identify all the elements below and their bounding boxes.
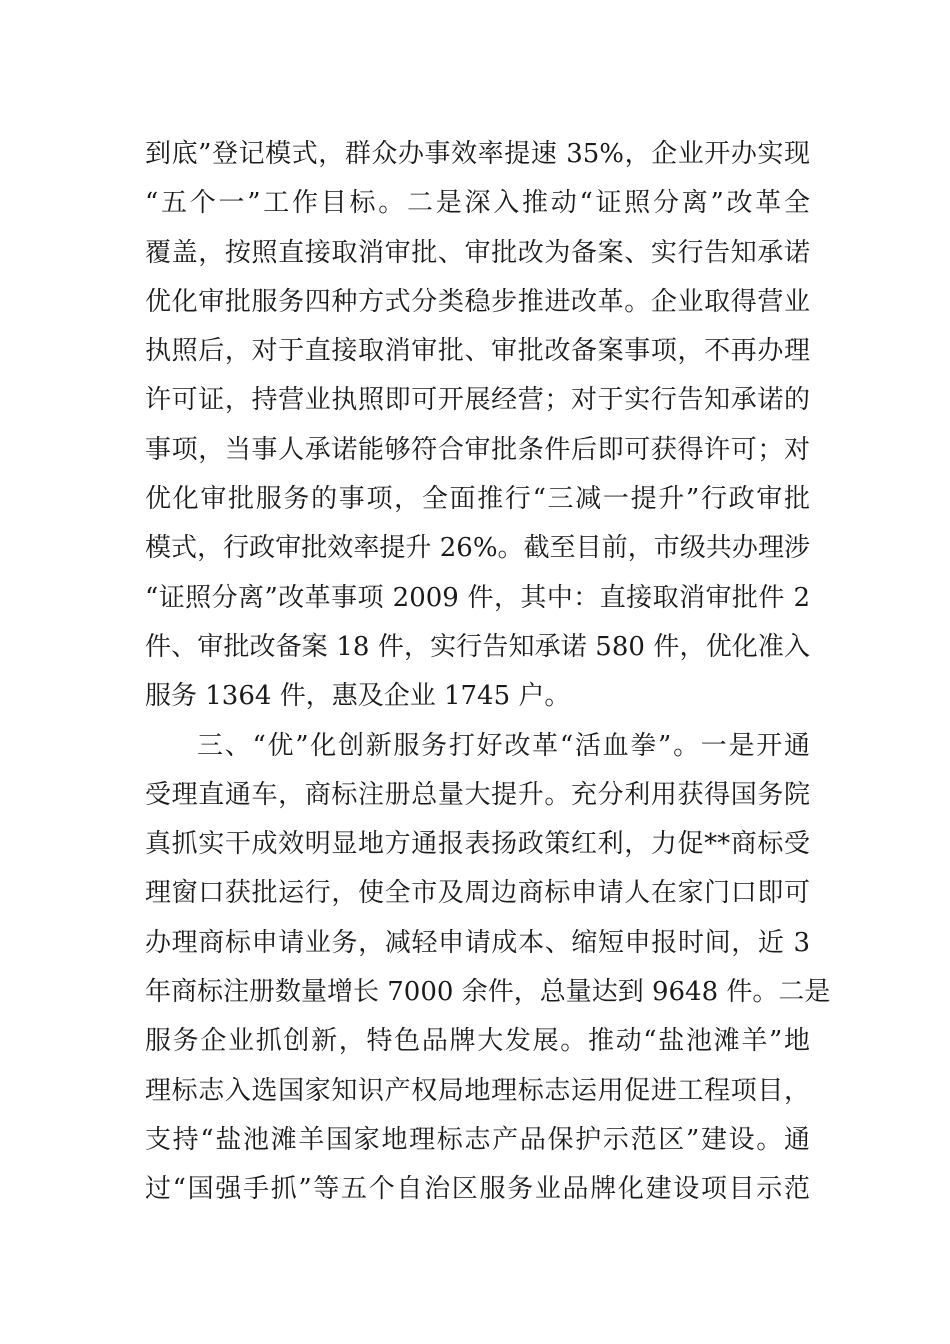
paragraph-section-three	[145, 722, 831, 1215]
text-line: 件、审批改备案 18 件，实行告知承诺 580 件，优化准入	[145, 631, 810, 662]
text-line: 事项，当事人承诺能够符合审批条件后即可获得许可；对	[145, 434, 810, 465]
text-line: 模式，行政审批效率提升 26%。截至目前，市级共办理涉	[145, 533, 810, 564]
text-line: 到底”登记模式，群众办事效率提速 35%，企业开办实现	[145, 139, 810, 169]
paragraph-reform-results	[145, 130, 810, 722]
text-line: 优化审批服务的事项，全面推行“三减一提升”行政审批	[145, 484, 810, 515]
text-line: 支持“盐池滩羊国家地理标志产品保护示范区”建设。通	[145, 1124, 810, 1155]
text-line: 许可证，持营业执照即可开展经营；对于实行告知承诺的	[145, 385, 810, 416]
text-line: 优化审批服务四种方式分类稳步推进改革。企业取得营业	[145, 286, 810, 317]
text-line: 执照后，对于直接取消审批、审批改备案事项，不再办理	[145, 336, 810, 367]
text-line: “五个一”工作目标。二是深入推动“证照分离”改革全	[145, 188, 810, 219]
text-line: 理窗口获批运行，使全市及周边商标申请人在家门口即可	[145, 878, 810, 909]
text-line: 办理商标申请业务，减轻申请成本、缩短申报时间，近 3	[145, 927, 810, 958]
body-text	[145, 130, 831, 1215]
text-line: 服务 1364 件，惠及企业 1745 户。	[145, 681, 571, 712]
text-line: 年商标注册数量增长 7000 余件，总量达到 9648 件。二是	[145, 977, 831, 1008]
text-line: 受理直通车，商标注册总量大提升。充分利用获得国务院	[145, 779, 810, 810]
text-line: 真抓实干成效明显地方通报表扬政策红利，力促**商标受	[145, 829, 810, 860]
text-line: 服务企业抓创新，特色品牌大发展。推动“盐池滩羊”地	[145, 1026, 810, 1057]
section-heading-line: 三、“优”化创新服务打好改革“活血拳”。一是开通	[197, 730, 810, 761]
text-line: 理标志入选国家知识产权局地理标志运用促进工程项目，	[145, 1075, 810, 1106]
text-line: 过“国强手抓”等五个自治区服务业品牌化建设项目示范	[145, 1174, 810, 1205]
text-line: 覆盖，按照直接取消审批、审批改为备案、实行告知承诺	[145, 237, 810, 268]
text-line: “证照分离”改革事项 2009 件，其中：直接取消审批件 2	[145, 582, 810, 613]
